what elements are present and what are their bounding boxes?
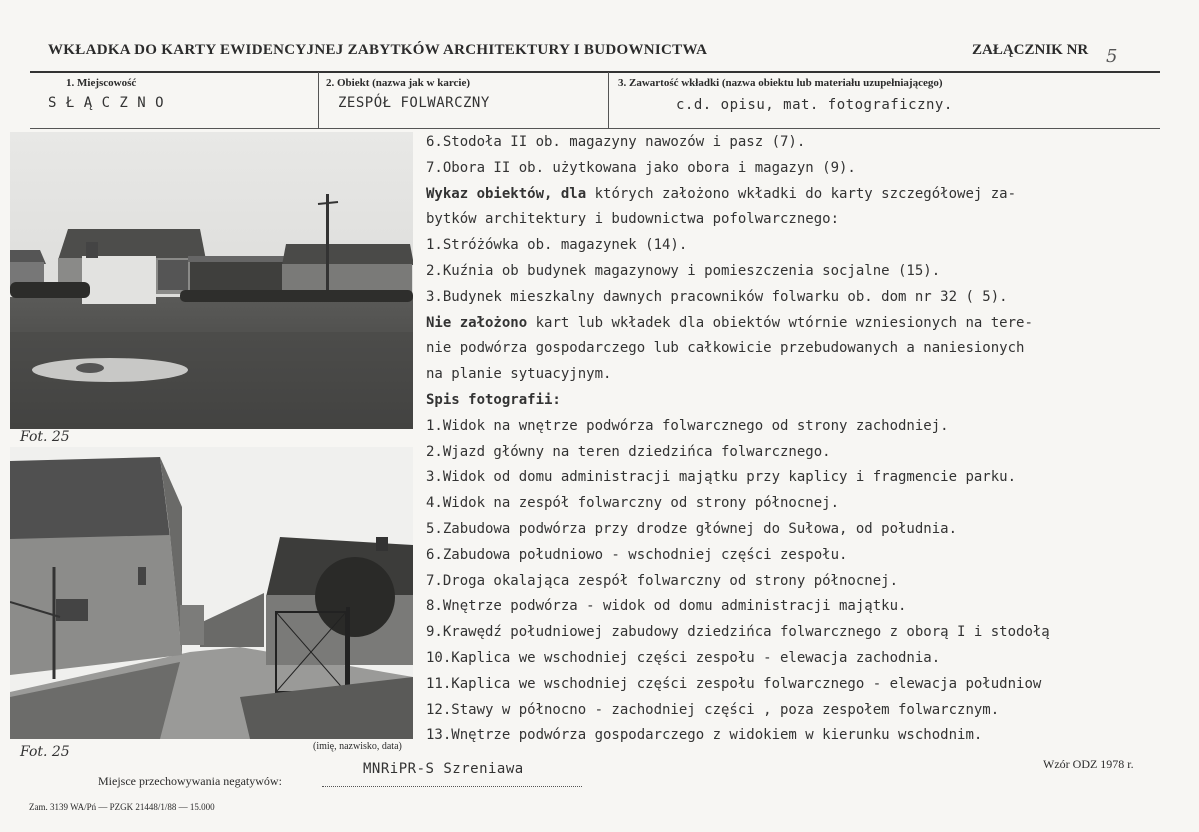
text-line: 1.Widok na wnętrze podwórza folwarcznego od strony zachodniej. <box>426 417 949 434</box>
text-line: bytków architektury i budownictwa pofolwarcznego: <box>426 211 840 228</box>
text-line: 7.Obora II ob. użytkowana jako obora i magazyn (9). <box>426 159 856 176</box>
photo-top-handwritten-label: Fot. 25 <box>20 429 70 445</box>
text-line: 6.Zabudowa południowo - wschodniej części zespołu. <box>426 546 848 563</box>
field-divider-1 <box>318 72 319 128</box>
text-line: 10.Kaplica we wschodniej części zespołu - elewacja zachodnia. <box>426 649 941 666</box>
print-info: Zam. 3139 WA/Pń — PZGK 21448/1/88 — 15.000 <box>29 802 215 812</box>
photo-farmyard-west <box>10 132 413 429</box>
text-line-rest: których założono wkładki do karty szczegółowej za- <box>586 185 1017 202</box>
text-line: na planie sytuacyjnym. <box>426 366 612 383</box>
text-line <box>426 388 1186 414</box>
text-line: 4.Widok na zespół folwarczny od strony północnej. <box>426 495 840 512</box>
text-line: 12.Stawy w północno - zachodniej części , poza zespołem folwarcznym. <box>426 701 1000 718</box>
description-text <box>426 130 1186 749</box>
text-line-rest: kart lub wkładek dla obiektów wtórnie wzniesionych na tere- <box>527 314 1033 331</box>
text-line-heading: Wykaz obiektów, dla <box>426 185 587 202</box>
negatives-storage-value: MNRiPR-S Szreniawa <box>363 761 524 777</box>
text-line-heading: Spis fotografii: <box>426 391 561 408</box>
photo-farmyard-road <box>10 447 413 739</box>
photo-bottom-handwritten-label: Fot. 25 <box>20 744 70 760</box>
negatives-storage-line <box>322 786 582 787</box>
field-3-label: 3. Zawartość wkładki (nazwa obiektu lub materiału uzupełniającego) <box>618 77 943 89</box>
text-line: 8.Wnętrze podwórza - widok od domu administracji majątku. <box>426 598 907 615</box>
field-1-label: 1. Miejscowość <box>66 77 137 89</box>
field-2-label: 2. Obiekt (nazwa jak w karcie) <box>326 77 471 89</box>
author-caption: (imię, nazwisko, data) <box>313 741 402 752</box>
field-rule <box>30 128 1160 129</box>
field-1-value: S Ł Ą C Z N O <box>48 95 165 111</box>
text-line-heading: Nie założono <box>426 314 528 331</box>
negatives-storage-label: Miejsce przechowywania negatywów: <box>98 774 282 788</box>
text-line: 6.Stodoła II ob. magazyny nawozów i pasz (7). <box>426 134 806 150</box>
text-line: 13.Wnętrze podwórza gospodarczego z widokiem w kierunku wschodnim. <box>426 727 983 744</box>
text-line: 2.Kuźnia ob budynek magazynowy i pomieszczenia socjalne (15). <box>426 262 941 279</box>
text-line <box>426 182 1186 208</box>
text-line: 11.Kaplica we wschodniej części zespołu folwarcznego - elewacja południow <box>426 675 1042 692</box>
document-title: WKŁADKA DO KARTY EWIDENCYJNEJ ZABYTKÓW ARCHITEKTURY I BUDOWNICTWA <box>48 42 708 58</box>
header-rule <box>30 71 1160 73</box>
field-3-value: c.d. opisu, mat. fotograficzny. <box>676 97 953 113</box>
text-line: 3.Widok od domu administracji majątku przy kaplicy i fragmencie parku. <box>426 469 1017 486</box>
form-model: Wzór ODZ 1978 r. <box>1043 757 1134 771</box>
text-line: 1.Stróżówka ob. magazynek (14). <box>426 237 688 254</box>
text-line: 5.Zabudowa podwórza przy drodze głównej do Sułowa, od południa. <box>426 520 958 537</box>
annex-label: ZAŁĄCZNIK NR <box>972 42 1089 58</box>
text-line: 9.Krawędź południowej zabudowy dziedzińca folwarcznego z oborą I i stodołą <box>426 624 1050 641</box>
field-2-value: ZESPÓŁ FOLWARCZNY <box>338 95 490 111</box>
annex-number: 5 <box>1106 46 1118 67</box>
text-line: nie podwórza gospodarczego lub całkowicie przebudowanych a naniesionych <box>426 340 1025 357</box>
text-line: 3.Budynek mieszkalny dawnych pracowników folwarku ob. dom nr 32 ( 5). <box>426 288 1008 305</box>
text-line <box>426 311 1186 337</box>
field-divider-2 <box>608 72 609 128</box>
text-line: 7.Droga okalająca zespół folwarczny od strony północnej. <box>426 572 899 589</box>
text-line: 2.Wjazd główny na teren dziedzińca folwarcznego. <box>426 443 831 460</box>
